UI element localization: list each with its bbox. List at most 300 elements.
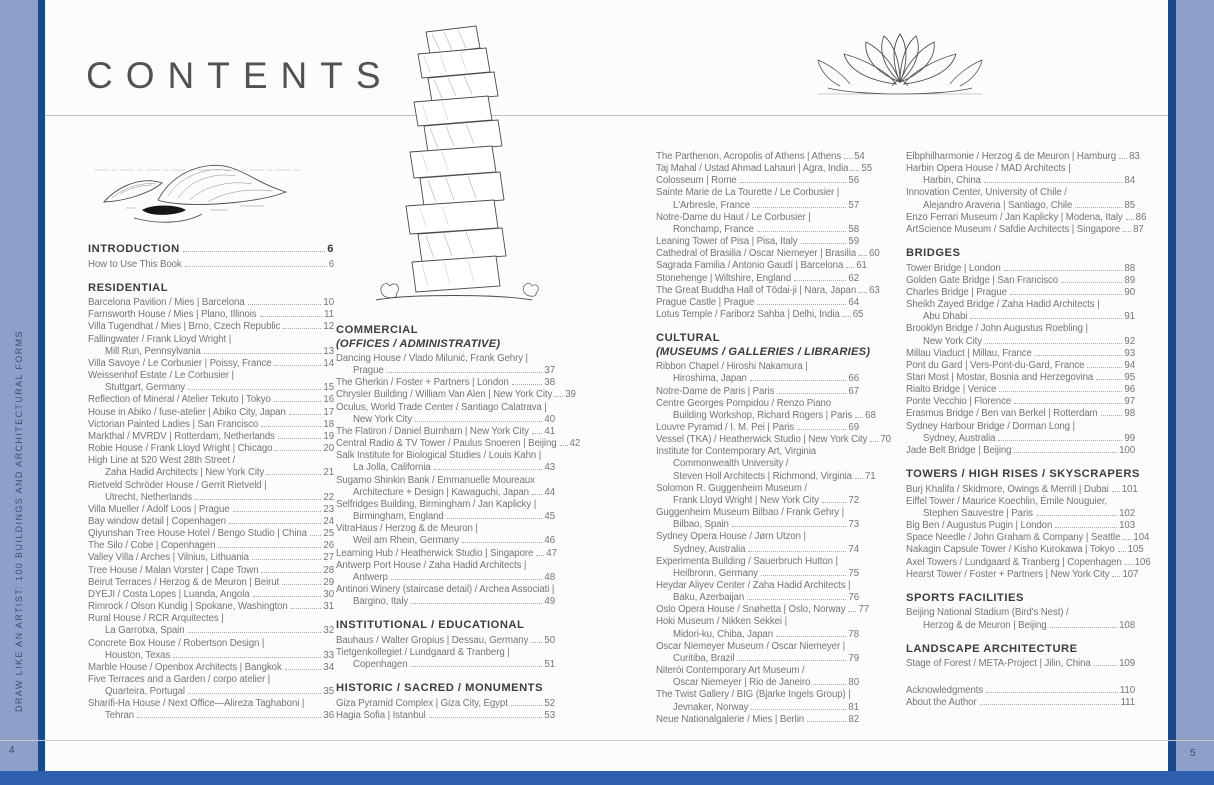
- toc-entry: [88, 455, 334, 479]
- entry-text: Weissenhof Estate / Le Corbusier |: [88, 370, 234, 382]
- toc-entry-line: [336, 548, 555, 560]
- page-ref: 95: [1124, 372, 1135, 383]
- entry-text: Bilbao, Spain: [673, 519, 729, 531]
- toc-entry-line: [656, 507, 859, 519]
- toc-entry: [906, 287, 1135, 299]
- toc-entry: [336, 353, 555, 377]
- section-heading: [88, 282, 334, 296]
- page-ref: 66: [848, 373, 859, 385]
- entry-text: Copenhagen: [353, 659, 408, 671]
- entry-text: Hiroshima, Japan: [673, 373, 747, 385]
- toc-entry-line: [336, 438, 581, 450]
- page-ref: 12: [323, 321, 334, 333]
- toc-entry: [656, 248, 880, 260]
- entry-text: Rimrock / Olson Kundig | Spokane, Washington: [88, 601, 288, 613]
- entry-text: Herzog & de Meuron | Beijing: [923, 619, 1047, 631]
- dot-leader: [137, 717, 321, 718]
- entry-text: Heydar Aliyev Center / Zaha Hadid Architects |: [656, 580, 851, 591]
- entry-text: Hoki Museum / Nikken Sekkei |: [656, 616, 787, 628]
- entry-text: Barcelona Pavilion / Mies | Barcelona: [88, 297, 245, 309]
- dot-leader: [844, 158, 852, 159]
- dot-leader: [794, 280, 846, 281]
- toc-entry: [336, 523, 555, 547]
- page-ref: 17: [323, 406, 334, 418]
- entry-text: Reflection of Mineral / Atelier Tekuto | Tokyo: [88, 394, 271, 406]
- entry-text: La Garrotxa, Spain: [105, 625, 185, 637]
- toc-entry-line: [656, 470, 876, 483]
- page-ref: 48: [544, 571, 555, 583]
- section-heading-text: COMMERCIAL: [336, 324, 419, 336]
- toc-entry-line: [88, 662, 334, 674]
- toc-entry-line: [656, 248, 880, 260]
- dot-leader: [1096, 379, 1122, 380]
- toc-entry: [336, 402, 555, 426]
- toc-entry-line: [88, 625, 334, 637]
- toc-entry: [656, 163, 872, 175]
- page-ref: 25: [323, 528, 334, 540]
- toc-entry-line: [88, 382, 334, 394]
- toc-entry-line: [88, 492, 334, 504]
- page-ref: 28: [323, 564, 334, 576]
- toc-entry-line: [906, 287, 1135, 299]
- right-edge-stripe: [1168, 0, 1176, 785]
- toc-section: [906, 643, 1135, 671]
- page-ref: 67: [848, 385, 859, 397]
- dot-leader: [185, 266, 327, 267]
- page-ref: 109: [1119, 658, 1135, 670]
- toc-entry-line: [656, 458, 859, 470]
- toc-entry-line: [656, 260, 867, 272]
- dot-leader: [253, 596, 322, 597]
- dot-leader: [747, 599, 846, 600]
- toc-entry-line: [88, 577, 334, 589]
- dot-leader: [1010, 294, 1123, 295]
- dot-leader: [1123, 231, 1131, 232]
- toc-entry-line: [336, 462, 555, 474]
- page-ref: 68: [865, 409, 876, 421]
- toc-entry-line: [88, 698, 334, 710]
- entry-text: Antwerp: [353, 571, 388, 583]
- page-ref: 81: [848, 701, 859, 713]
- entry-text: Hearst Tower / Foster + Partners | New York City: [906, 568, 1110, 580]
- page-ref: 107: [1122, 568, 1139, 580]
- toc-entry-line: [906, 532, 1150, 544]
- page-ref: 6: [327, 243, 334, 255]
- toc-entry-line: [656, 629, 859, 641]
- toc-entry-line: [88, 528, 334, 540]
- section-subheading: (OFFICES / ADMINISTRATIVE): [336, 337, 501, 350]
- page-ref: 93: [1124, 347, 1135, 359]
- entry-text: Alejandro Aravena | Santiago, Chile: [923, 199, 1073, 211]
- dot-leader: [1036, 515, 1117, 516]
- dot-leader: [188, 632, 322, 633]
- page-ref: 87: [1133, 223, 1144, 235]
- dot-leader: [732, 526, 847, 527]
- page-ref: 91: [1124, 311, 1135, 323]
- page-ref: 100: [1119, 444, 1135, 456]
- toc-entry-line: [336, 560, 555, 572]
- toc-entry-line: [88, 589, 334, 601]
- toc-entry-line: [88, 686, 334, 698]
- entry-text: Victorian Painted Ladies | San Francisco: [88, 418, 259, 430]
- toc-entry-line: [336, 659, 555, 671]
- page-ref: 74: [848, 543, 859, 555]
- dot-leader: [1075, 207, 1122, 208]
- page-ref: 36: [323, 710, 334, 722]
- toc-entry-line: [906, 372, 1135, 384]
- toc-entry: [906, 151, 1140, 163]
- entry-text: Beirut Terraces / Herzog & de Meuron | Beirut: [88, 576, 280, 588]
- page-ref: 80: [848, 677, 859, 689]
- toc-section: [906, 592, 1135, 632]
- page-ref: 23: [323, 503, 334, 515]
- section-heading-text: RESIDENTIAL: [88, 281, 169, 294]
- toc-entry: [656, 422, 859, 434]
- dot-leader: [801, 243, 847, 244]
- toc-entry: [88, 259, 334, 271]
- entry-text: Farnsworth House / Mies | Plano, Illinois: [88, 309, 257, 321]
- toc-entry-line: [906, 421, 1135, 433]
- entry-text: Sheikh Zayed Bridge / Zaha Hadid Architects |: [906, 299, 1100, 311]
- page-ref: 63: [869, 284, 880, 296]
- toc-entry: [656, 297, 859, 309]
- dot-leader: [1055, 527, 1117, 528]
- page-ref: 59: [848, 236, 859, 248]
- toc-entry-line: [906, 556, 1151, 569]
- entry-text: Sydney Opera House / Jørn Utzon |: [656, 531, 806, 543]
- page-ref: 54: [854, 151, 865, 162]
- toc-section: [906, 247, 1135, 457]
- toc-entry: [336, 560, 555, 584]
- section-heading-text: BRIDGES: [906, 247, 961, 260]
- toc-entry-line: [656, 519, 859, 531]
- entry-text: Golden Gate Bridge | San Francisco: [906, 274, 1059, 286]
- page-ref: 16: [323, 394, 334, 406]
- entry-text: VitraHaus / Herzog & de Meuron |: [336, 523, 478, 535]
- page-ref: 65: [852, 309, 864, 321]
- dot-leader: [218, 547, 321, 548]
- toc-entry-line: [906, 311, 1135, 323]
- dot-leader: [1014, 403, 1122, 404]
- toc-entry-line: [88, 334, 334, 346]
- toc-entry: [336, 438, 581, 450]
- entry-text: Selfridges Building, Birmingham / Jan Kaplicky |: [336, 498, 537, 510]
- dot-leader: [188, 693, 321, 694]
- dot-leader: [532, 433, 542, 434]
- page-ref: 108: [1119, 619, 1135, 631]
- toc-entry-line: [656, 446, 859, 458]
- toc-entry-line: [336, 475, 555, 487]
- toc-entry-line: [656, 580, 859, 592]
- page-ref: 6: [328, 258, 334, 270]
- toc-entry-line: [656, 151, 865, 163]
- dot-leader: [531, 642, 542, 643]
- dot-leader: [1061, 282, 1122, 283]
- dot-leader: [797, 429, 846, 430]
- page-ref: 96: [1124, 384, 1135, 396]
- toc-entry: [88, 407, 334, 419]
- toc-entry-line: [336, 402, 555, 414]
- entry-text: Burj Khalifa / Skidmore, Owings & Merrill | Dubai: [906, 483, 1109, 495]
- dot-leader: [195, 499, 322, 500]
- page-ref: 22: [323, 491, 334, 503]
- page-title: CONTENTS: [86, 55, 394, 96]
- toc-entry-line: [656, 386, 859, 398]
- toc-entry-line: [906, 396, 1135, 408]
- entry-text: Dancing House / Vlado Milunić, Frank Gehry |: [336, 353, 528, 364]
- entry-text: Solomon R. Guggenheim Museum /: [656, 482, 807, 494]
- toc-entry: [88, 613, 334, 637]
- toc-column-4: [906, 151, 1151, 721]
- page-ref: 103: [1119, 520, 1135, 532]
- entry-text: L'Arbresle, France: [673, 199, 751, 211]
- entry-text: Chrysler Building / William Van Alen | New York City: [336, 389, 553, 401]
- page-ref: 56: [848, 175, 859, 187]
- toc-entry: [906, 299, 1135, 323]
- page-ref: 55: [861, 163, 872, 175]
- page-ref: 13: [323, 345, 334, 357]
- entry-text: Fallingwater / Frank Lloyd Wright |: [88, 333, 232, 345]
- toc-entry: [906, 697, 1135, 709]
- toc-entry: [656, 556, 859, 580]
- dot-leader: [447, 518, 543, 519]
- page-ref: 47: [546, 547, 557, 559]
- entry-text: The Flatiron / Daniel Burnham | New York City: [336, 425, 529, 437]
- toc-entry: [906, 263, 1135, 275]
- toc-entry-line: [336, 635, 555, 647]
- toc-entry: [656, 689, 859, 713]
- dot-leader: [267, 474, 321, 475]
- toc-entry: [336, 647, 555, 671]
- dot-leader: [188, 389, 321, 390]
- dot-leader: [1112, 576, 1120, 577]
- page-ref: 58: [848, 223, 859, 235]
- dot-leader: [851, 170, 859, 171]
- page-ref: 86: [1135, 211, 1147, 223]
- toc-entry-line: [906, 483, 1138, 496]
- toc-entry: [906, 323, 1135, 347]
- toc-entry-line: [906, 211, 1147, 224]
- page-ref: 35: [323, 686, 334, 698]
- entry-text: Concrete Box House / Robertson Design |: [88, 637, 265, 649]
- dot-leader: [173, 657, 321, 658]
- toc-entry-line: [906, 384, 1135, 396]
- toc-entry: [906, 568, 1139, 581]
- entry-text: Harbin Opera House / MAD Architects |: [906, 163, 1071, 175]
- dot-leader: [252, 559, 321, 560]
- entry-text: Stephen Sauvestre | Paris: [923, 507, 1033, 519]
- entry-text: Sugamo Shinkin Bank / Emmanuelle Moureaux: [336, 474, 535, 486]
- toc-entry: [88, 394, 334, 406]
- toc-entry: [906, 544, 1144, 556]
- entry-text: Markthal / MVRDV | Rotterdam, Netherlands: [88, 430, 275, 442]
- left-edge-stripe: [38, 0, 45, 785]
- toc-entry: [906, 421, 1135, 445]
- toc-entry: [88, 565, 334, 577]
- dot-leader: [985, 343, 1122, 344]
- entry-text: Robie House / Frank Lloyd Wright | Chicago: [88, 443, 273, 455]
- toc-entry-line: [88, 346, 334, 358]
- section-heading-text: SPORTS FACILITIES: [906, 591, 1024, 604]
- section-heading: [906, 592, 1135, 606]
- section-heading: [336, 324, 555, 338]
- toc-entry: [88, 419, 334, 431]
- toc-column-3: [656, 151, 891, 737]
- toc-entry: [88, 601, 334, 613]
- toc-entry: [656, 434, 891, 446]
- toc-entry: [88, 334, 334, 358]
- toc-entry: [336, 475, 555, 499]
- toc-entry-line: [656, 531, 859, 543]
- entry-text: Enzo Ferrari Museum / Jan Kaplicky | Modena, Italy: [906, 211, 1123, 223]
- toc-entry-line: [656, 677, 859, 689]
- toc-entry-line: [906, 223, 1144, 236]
- toc-entry: [336, 377, 555, 389]
- page-ref: 102: [1119, 507, 1135, 519]
- entry-text: Innovation Center, University of Chile /: [906, 187, 1067, 199]
- toc-entry-line: [656, 236, 859, 248]
- page-ref: 106: [1134, 556, 1151, 568]
- entry-text: Sainte Marie de La Tourette / Le Corbusier |: [656, 187, 840, 199]
- toc-section: [336, 682, 555, 722]
- dot-leader: [870, 441, 878, 442]
- toc-entry-line: [906, 151, 1140, 163]
- page-ref: 37: [544, 365, 555, 377]
- toc-entry-line: [906, 620, 1135, 632]
- toc-entry-line: [336, 377, 555, 389]
- toc-entry: [906, 396, 1135, 408]
- toc-entry-line: [906, 508, 1135, 520]
- section-heading-text: TOWERS / HIGH RISES / SKYSCRAPERS: [906, 468, 1140, 481]
- toc-entry-line: [906, 520, 1135, 532]
- toc-entry-line: [906, 685, 1135, 697]
- toc-entry: [656, 714, 859, 726]
- page-ref: 40: [544, 413, 555, 425]
- dot-leader: [282, 584, 321, 585]
- entry-text: Quarteira, Portugal: [105, 686, 185, 698]
- toc-entry-line: [906, 187, 1135, 199]
- page-ref: 15: [323, 382, 334, 394]
- toc-entry: [656, 446, 876, 482]
- entry-text: Ribbon Chapel / Hiroshi Nakamura |: [656, 361, 808, 373]
- toc-section: [906, 685, 1135, 709]
- toc-entry-line: [656, 604, 870, 616]
- page-ref: 38: [544, 377, 555, 389]
- entry-text: Villa Mueller / Adolf Loos | Prague: [88, 503, 230, 515]
- dot-leader: [776, 636, 846, 637]
- entry-text: Commonwealth University /: [673, 458, 789, 470]
- toc-entry: [656, 507, 859, 531]
- toc-entry: [656, 361, 859, 385]
- dot-leader: [411, 603, 542, 604]
- page-ref: 79: [848, 652, 859, 664]
- dot-leader: [1004, 270, 1123, 271]
- page-ref: 31: [323, 601, 334, 613]
- toc-entry: [656, 616, 859, 640]
- entry-text: Sharifi-Ha House / Next Office—Alireza Taghaboni |: [88, 698, 305, 710]
- entry-text: Bauhaus / Walter Gropius | Dessau, Germany: [336, 634, 529, 646]
- page-ref: 70: [880, 434, 891, 446]
- toc-entry-line: [906, 200, 1135, 212]
- toc-entry: [336, 635, 555, 647]
- toc-entry-line: [88, 358, 334, 370]
- toc-entry-line: [88, 638, 334, 650]
- entry-text: Institute for Contemporary Art, Virginia: [656, 446, 817, 458]
- entry-text: ArtScience Museum / Safdie Architects | Singapore: [906, 223, 1121, 235]
- entry-text: Centre Georges Pompidou / Renzo Piano: [656, 397, 832, 409]
- dot-leader: [751, 709, 846, 710]
- toc-entry-line: [336, 389, 576, 401]
- toc-entry: [906, 211, 1147, 224]
- entry-text: Villa Savoye / Le Corbusier | Poissy, France: [88, 357, 272, 369]
- toc-entry: [906, 532, 1150, 544]
- toc-entry: [88, 443, 334, 455]
- page-ref: 33: [323, 649, 334, 661]
- toc-entry-line: [88, 431, 334, 443]
- dot-leader: [555, 396, 563, 397]
- entry-text: Guggenheim Museum Bilbao / Frank Gehry |: [656, 507, 845, 519]
- toc-entry-line: [906, 697, 1135, 709]
- entry-text: Nakagin Capsule Tower / Kisho Kurokawa | Tokyo: [906, 544, 1115, 556]
- toc-entry: [88, 552, 334, 564]
- page-ref: 75: [848, 567, 859, 579]
- toc-entry-line: [336, 523, 555, 535]
- toc-entry-line: [88, 565, 334, 577]
- entry-text: Sydney Harbour Bridge / Dorman Long |: [906, 420, 1075, 432]
- toc-entry: [656, 175, 859, 187]
- entry-text: Salk Institute for Biological Studies / Louis Kahn |: [336, 450, 542, 462]
- dot-leader: [855, 478, 863, 479]
- page-ref: 77: [858, 604, 870, 616]
- dot-leader: [999, 391, 1122, 392]
- toc-entry-line: [906, 275, 1135, 287]
- toc-entry: [88, 528, 334, 540]
- toc-entry-line: [906, 658, 1135, 670]
- toc-entry: [906, 187, 1135, 211]
- toc-entry-line: [656, 212, 859, 224]
- entry-text: Experimenta Building / Sauerbruch Hutton |: [656, 555, 838, 567]
- dot-leader: [859, 292, 867, 293]
- toc-entry-line: [656, 592, 859, 604]
- entry-text: The Parthenon, Acropolis of Athens | Athens: [656, 151, 842, 162]
- entry-text: Stage of Forest / META-Project | Jilin, China: [906, 658, 1091, 670]
- toc-entry: [88, 674, 334, 698]
- toc-entry: [656, 386, 859, 398]
- entry-text: Qiyunshan Tree House Hotel / Bengo Studio | China: [88, 528, 307, 540]
- toc-entry-line: [656, 373, 859, 385]
- entry-text: Eiffel Tower / Maurice Koechlin, Émile Nouguier,: [906, 495, 1108, 507]
- section-heading: [88, 243, 334, 257]
- toc-section: [88, 243, 334, 271]
- toc-entry-line: [906, 175, 1135, 187]
- dot-leader: [511, 705, 543, 706]
- entry-text: Valley Villa / Arches | Vilnius, Lithuania: [88, 552, 249, 564]
- toc-entry-line: [656, 434, 891, 446]
- section-heading-text: HISTORIC / SACRED / MONUMENTS: [336, 682, 543, 695]
- page-ref: 24: [323, 515, 334, 527]
- toc-entry-line: [88, 601, 334, 613]
- toc-entry: [336, 426, 555, 438]
- toc-entry-line: [656, 309, 864, 321]
- toc-entry-line: [656, 175, 859, 187]
- toc-entry: [88, 431, 334, 443]
- toc-entry-line: [656, 297, 859, 309]
- dot-leader: [761, 575, 847, 576]
- page-ref: 78: [848, 628, 859, 640]
- toc-entry-line: [336, 426, 555, 438]
- toc-entry-line: [88, 540, 334, 552]
- toc-entry: [906, 348, 1135, 360]
